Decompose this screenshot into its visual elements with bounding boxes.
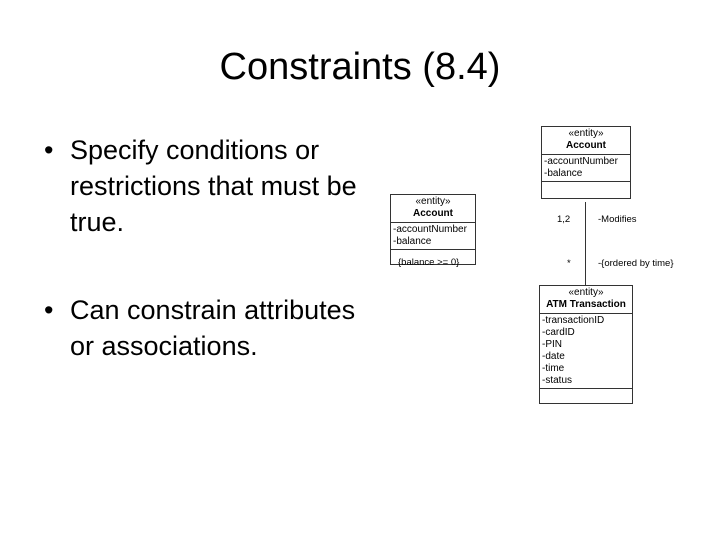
multiplicity-bottom: * [567,258,571,269]
operations-compartment [542,182,630,198]
class-header [540,286,632,314]
multiplicity-top: 1,2 [557,214,571,225]
bullet-item [44,292,364,364]
attribute: -time [542,363,565,374]
attribute: -accountNumber [544,156,618,167]
attribute-list [540,314,632,389]
account-class-box-right [541,126,631,199]
attribute: -balance [393,236,432,247]
class-name: ATM Transaction [546,299,626,310]
constraint-label: {balance >= 0} [398,257,460,268]
attribute-list [391,223,475,250]
association-constraint: -{ordered by time} [598,258,674,269]
attribute: -date [542,351,565,362]
attribute: -status [542,375,573,386]
operations-compartment [540,389,632,403]
class-header [542,127,630,155]
bullet-text: Can constrain attributes or associations. [70,295,356,361]
slide-title: Constraints (8.4) [219,46,501,88]
account-class-box-left [390,194,476,265]
role-label: -Modifies [598,214,637,225]
attribute-list [542,155,630,182]
bullet-list [44,132,364,364]
class-name: Account [566,140,606,151]
attribute: -cardID [542,327,575,338]
association-line [585,202,586,285]
stereotype-label: «entity» [415,196,451,207]
bullet-icon: • [44,135,54,165]
class-name: Account [413,208,453,219]
attribute: -PIN [542,339,562,350]
attribute: -accountNumber [393,224,467,235]
class-header [391,195,475,223]
stereotype-label: «entity» [568,128,604,139]
bullet-text: Specify conditions or restrictions that must be true. [70,135,357,237]
atm-transaction-class-box [539,285,633,404]
attribute: -balance [544,168,583,179]
stereotype-label: «entity» [568,287,604,298]
bullet-icon: • [44,295,54,325]
bullet-item [44,132,364,240]
attribute: -transactionID [542,315,605,326]
